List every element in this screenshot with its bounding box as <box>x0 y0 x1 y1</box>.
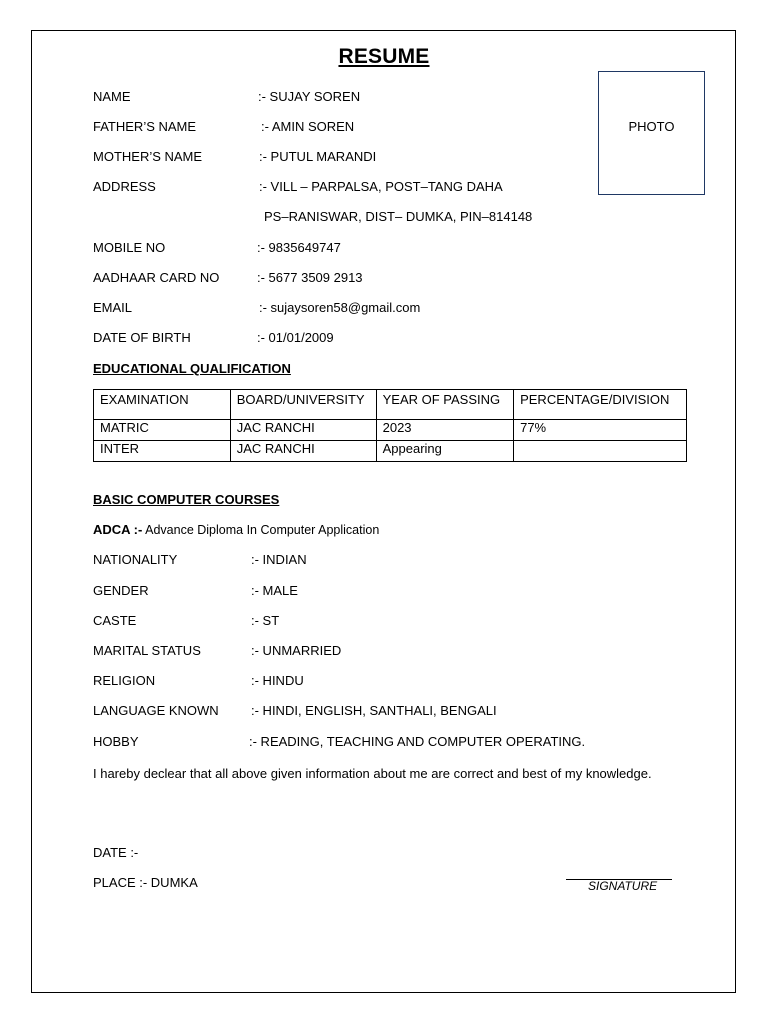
photo-label: PHOTO <box>628 119 675 134</box>
year-cell: Appearing <box>376 441 513 462</box>
gender-value: :- MALE <box>251 583 298 598</box>
exam-cell: INTER <box>94 441 231 462</box>
computer-courses-heading: BASIC COMPUTER COURSES <box>93 492 280 507</box>
caste-label: CASTE <box>93 613 137 628</box>
photo-box <box>598 71 705 195</box>
board-cell: JAC RANCHI <box>230 441 376 462</box>
course-line <box>93 522 379 537</box>
address-label: ADDRESS <box>93 179 156 194</box>
percentage-cell: 77% <box>514 420 687 441</box>
mobile-label: MOBILE NO <box>93 240 166 255</box>
course-description: Advance Diploma In Computer Application <box>142 523 380 537</box>
header-year: YEAR OF PASSING <box>376 390 513 420</box>
nationality-value: :- INDIAN <box>251 552 307 567</box>
page-title: RESUME <box>338 45 430 68</box>
date-label: DATE :- <box>93 845 139 860</box>
marital-status-label: MARITAL STATUS <box>93 643 201 658</box>
percentage-cell <box>514 441 687 462</box>
education-table <box>93 389 687 462</box>
email-value: :- sujaysoren58@gmail.com <box>259 300 421 315</box>
place-label: PLACE :- DUMKA <box>93 875 198 890</box>
language-label: LANGUAGE KNOWN <box>93 703 219 718</box>
board-cell: JAC RANCHI <box>230 420 376 441</box>
year-cell: 2023 <box>376 420 513 441</box>
education-heading: EDUCATIONAL QUALIFICATION <box>93 361 291 376</box>
header-examination: EXAMINATION <box>94 390 231 420</box>
language-value: :- HINDI, ENGLISH, SANTHALI, BENGALI <box>251 703 497 718</box>
father-name-label: FATHER’S NAME <box>93 119 197 134</box>
aadhaar-value: :- 5677 3509 2913 <box>257 270 363 285</box>
nationality-label: NATIONALITY <box>93 552 178 567</box>
mother-name-label: MOTHER’S NAME <box>93 149 203 164</box>
dob-label: DATE OF BIRTH <box>93 330 191 345</box>
education-header-row <box>94 390 687 420</box>
table-row <box>94 420 687 441</box>
table-row <box>94 441 687 462</box>
hobby-value: :- READING, TEACHING AND COMPUTER OPERATING. <box>249 734 586 749</box>
exam-cell: MATRIC <box>94 420 231 441</box>
name-value: :- SUJAY SOREN <box>258 89 361 104</box>
gender-label: GENDER <box>93 583 149 598</box>
caste-value: :- ST <box>251 613 280 628</box>
father-name-value: :- AMIN SOREN <box>261 119 355 134</box>
religion-value: :- HINDU <box>251 673 304 688</box>
address-line2: PS–RANISWAR, DIST– DUMKA, PIN–814148 <box>264 209 533 224</box>
header-board: BOARD/UNIVERSITY <box>230 390 376 420</box>
religion-label: RELIGION <box>93 673 156 688</box>
mobile-value: :- 9835649747 <box>257 240 341 255</box>
course-code: ADCA :- <box>93 522 143 537</box>
hobby-label: HOBBY <box>93 734 139 749</box>
declaration-text: I hareby declear that all above given information about me are correct and best of my knowledge. <box>93 766 652 781</box>
address-value: :- VILL – PARPALSA, POST–TANG DAHA <box>259 179 503 194</box>
name-label: NAME <box>93 89 131 104</box>
marital-status-value: :- UNMARRIED <box>251 643 342 658</box>
signature-label: SIGNATURE <box>588 879 658 893</box>
aadhaar-label: AADHAAR CARD NO <box>93 270 220 285</box>
mother-name-value: :- PUTUL MARANDI <box>259 149 377 164</box>
header-percentage: PERCENTAGE/DIVISION <box>514 390 687 420</box>
email-label: EMAIL <box>93 300 133 315</box>
dob-value: :- 01/01/2009 <box>257 330 334 345</box>
